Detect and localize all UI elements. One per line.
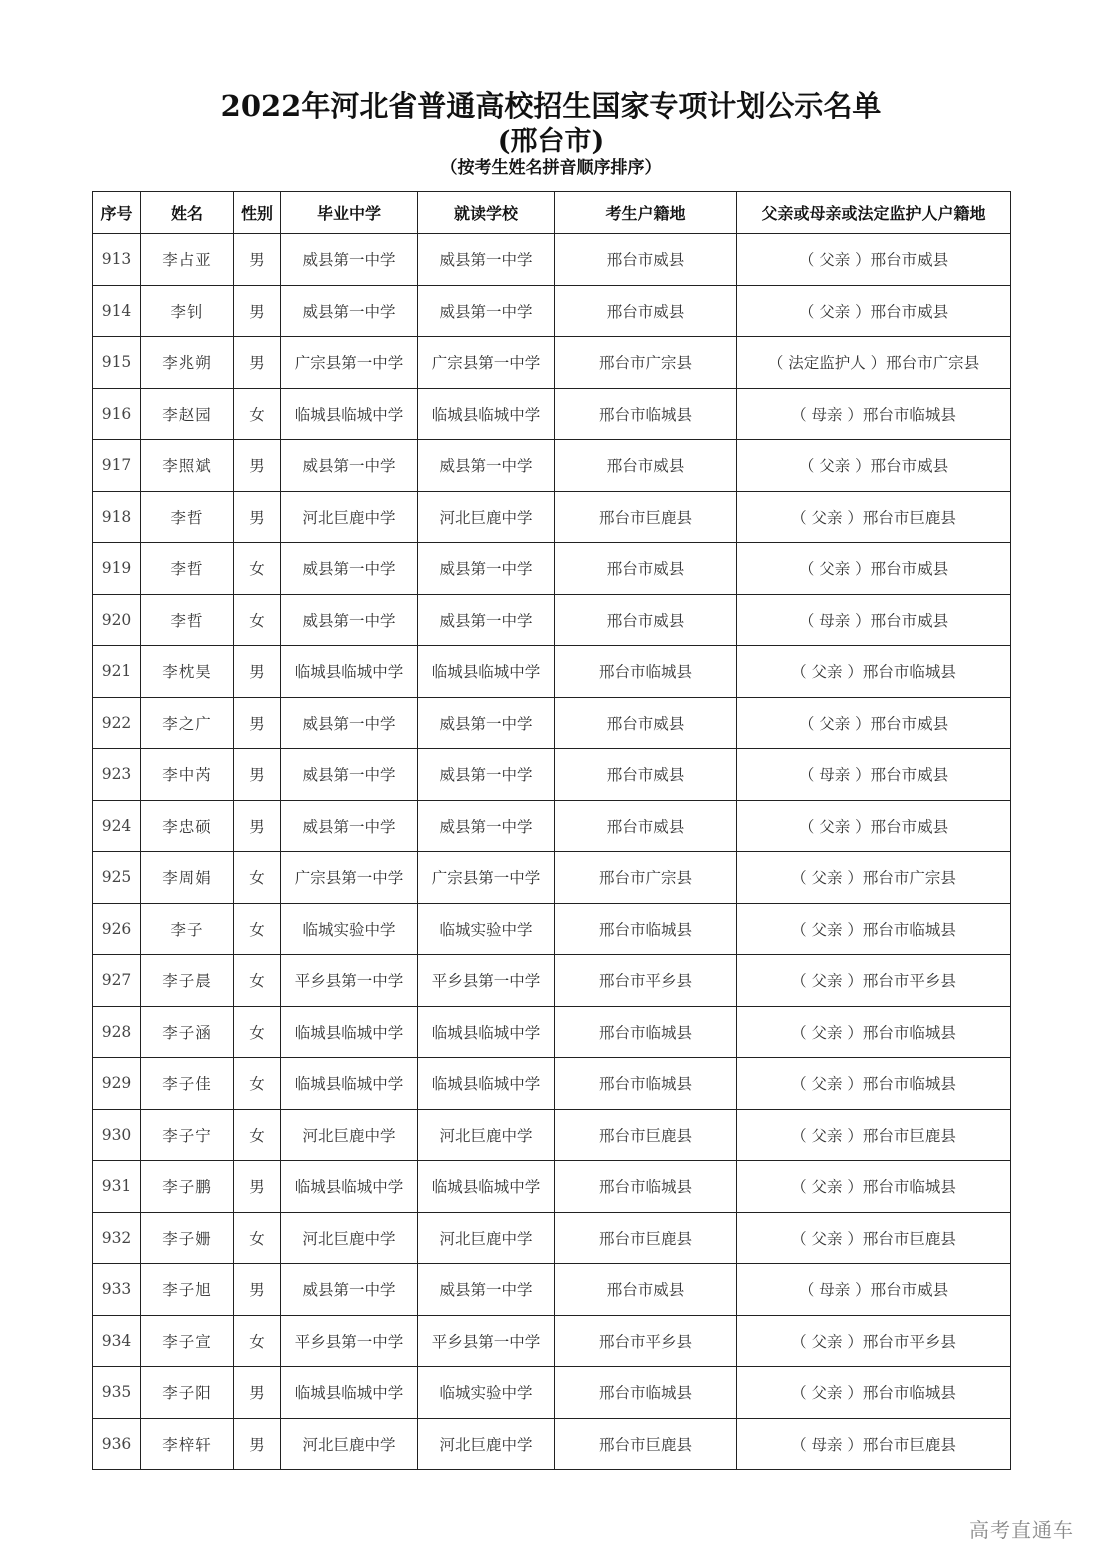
cell-graduated-school: 威县第一中学 — [281, 697, 418, 749]
cell-current-school: 临城县临城中学 — [418, 388, 555, 440]
cell-current-school: 临城实验中学 — [418, 1367, 555, 1419]
cell-guardian-registration: （ 父亲 ）邢台市威县 — [737, 234, 1011, 286]
header-guardian-registration: 父亲或母亲或法定监护人户籍地 — [737, 192, 1011, 234]
roster-table — [92, 191, 1011, 1470]
cell-current-school: 河北巨鹿中学 — [418, 491, 555, 543]
cell-name: 李子宁 — [141, 1109, 234, 1161]
cell-name: 李照斌 — [141, 440, 234, 492]
table-row — [93, 852, 1011, 904]
cell-household-registration: 邢台市平乡县 — [555, 1315, 737, 1367]
cell-household-registration: 邢台市巨鹿县 — [555, 491, 737, 543]
cell-gender: 女 — [234, 1212, 281, 1264]
table-row — [93, 1315, 1011, 1367]
cell-name: 李子宣 — [141, 1315, 234, 1367]
cell-household-registration: 邢台市临城县 — [555, 1161, 737, 1213]
cell-gender: 男 — [234, 234, 281, 286]
cell-name: 李子鹏 — [141, 1161, 234, 1213]
cell-graduated-school: 威县第一中学 — [281, 594, 418, 646]
table-row — [93, 1161, 1011, 1213]
cell-name: 李哲 — [141, 543, 234, 595]
cell-guardian-registration: （ 父亲 ）邢台市巨鹿县 — [737, 1212, 1011, 1264]
header-name: 姓名 — [141, 192, 234, 234]
cell-household-registration: 邢台市威县 — [555, 749, 737, 801]
cell-seq: 913 — [93, 234, 141, 286]
cell-graduated-school: 河北巨鹿中学 — [281, 1212, 418, 1264]
cell-seq: 924 — [93, 800, 141, 852]
cell-guardian-registration: （ 母亲 ）邢台市临城县 — [737, 388, 1011, 440]
cell-current-school: 威县第一中学 — [418, 543, 555, 595]
cell-seq: 932 — [93, 1212, 141, 1264]
cell-current-school: 平乡县第一中学 — [418, 1315, 555, 1367]
cell-gender: 女 — [234, 1058, 281, 1110]
cell-current-school: 河北巨鹿中学 — [418, 1212, 555, 1264]
cell-name: 李子涵 — [141, 1006, 234, 1058]
cell-guardian-registration: （ 母亲 ）邢台市威县 — [737, 594, 1011, 646]
cell-name: 李兆朔 — [141, 337, 234, 389]
cell-graduated-school: 临城县临城中学 — [281, 1058, 418, 1110]
cell-name: 李子姗 — [141, 1212, 234, 1264]
cell-current-school: 临城县临城中学 — [418, 1058, 555, 1110]
cell-name: 李哲 — [141, 594, 234, 646]
cell-graduated-school: 广宗县第一中学 — [281, 852, 418, 904]
watermark: 高考直通车 — [969, 1518, 1074, 1542]
cell-gender: 女 — [234, 1315, 281, 1367]
roster-body — [93, 234, 1011, 1470]
cell-gender: 男 — [234, 1418, 281, 1470]
cell-graduated-school: 临城县临城中学 — [281, 1161, 418, 1213]
cell-guardian-registration: （ 父亲 ）邢台市威县 — [737, 543, 1011, 595]
cell-guardian-registration: （ 父亲 ）邢台市威县 — [737, 440, 1011, 492]
table-row — [93, 800, 1011, 852]
cell-guardian-registration: （ 法定监护人 ）邢台市广宗县 — [737, 337, 1011, 389]
cell-guardian-registration: （ 父亲 ）邢台市临城县 — [737, 1161, 1011, 1213]
cell-guardian-registration: （ 母亲 ）邢台市威县 — [737, 1264, 1011, 1316]
header-current-school: 就读学校 — [418, 192, 555, 234]
cell-household-registration: 邢台市广宗县 — [555, 337, 737, 389]
cell-graduated-school: 威县第一中学 — [281, 749, 418, 801]
cell-household-registration: 邢台市临城县 — [555, 388, 737, 440]
cell-current-school: 威县第一中学 — [418, 800, 555, 852]
cell-current-school: 广宗县第一中学 — [418, 852, 555, 904]
cell-gender: 男 — [234, 1161, 281, 1213]
cell-guardian-registration: （ 父亲 ）邢台市平乡县 — [737, 955, 1011, 1007]
cell-guardian-registration: （ 母亲 ）邢台市威县 — [737, 749, 1011, 801]
cell-seq: 916 — [93, 388, 141, 440]
table-row — [93, 1367, 1011, 1419]
cell-name: 李赵园 — [141, 388, 234, 440]
cell-guardian-registration: （ 父亲 ）邢台市巨鹿县 — [737, 491, 1011, 543]
table-row — [93, 1058, 1011, 1110]
cell-graduated-school: 临城县临城中学 — [281, 1367, 418, 1419]
cell-gender: 女 — [234, 594, 281, 646]
cell-graduated-school: 河北巨鹿中学 — [281, 1109, 418, 1161]
cell-graduated-school: 临城县临城中学 — [281, 646, 418, 698]
cell-gender: 男 — [234, 491, 281, 543]
cell-name: 李钊 — [141, 285, 234, 337]
cell-gender: 女 — [234, 543, 281, 595]
cell-name: 李子晨 — [141, 955, 234, 1007]
table-row — [93, 388, 1011, 440]
cell-current-school: 威县第一中学 — [418, 1264, 555, 1316]
header-graduated-school: 毕业中学 — [281, 192, 418, 234]
cell-gender: 女 — [234, 388, 281, 440]
cell-household-registration: 邢台市威县 — [555, 697, 737, 749]
cell-seq: 930 — [93, 1109, 141, 1161]
cell-household-registration: 邢台市威县 — [555, 234, 737, 286]
table-row — [93, 646, 1011, 698]
cell-name: 李中芮 — [141, 749, 234, 801]
cell-gender: 女 — [234, 852, 281, 904]
cell-household-registration: 邢台市平乡县 — [555, 955, 737, 1007]
cell-gender: 女 — [234, 1006, 281, 1058]
header-seq: 序号 — [93, 192, 141, 234]
cell-graduated-school: 威县第一中学 — [281, 543, 418, 595]
cell-current-school: 威县第一中学 — [418, 749, 555, 801]
cell-guardian-registration: （ 父亲 ）邢台市威县 — [737, 697, 1011, 749]
cell-seq: 922 — [93, 697, 141, 749]
cell-graduated-school: 威县第一中学 — [281, 234, 418, 286]
cell-seq: 914 — [93, 285, 141, 337]
cell-gender: 男 — [234, 337, 281, 389]
cell-graduated-school: 平乡县第一中学 — [281, 955, 418, 1007]
cell-graduated-school: 临城县临城中学 — [281, 1006, 418, 1058]
cell-household-registration: 邢台市临城县 — [555, 1006, 737, 1058]
cell-graduated-school: 广宗县第一中学 — [281, 337, 418, 389]
cell-gender: 男 — [234, 1264, 281, 1316]
table-row — [93, 1264, 1011, 1316]
cell-household-registration: 邢台市临城县 — [555, 1367, 737, 1419]
cell-graduated-school: 河北巨鹿中学 — [281, 491, 418, 543]
cell-guardian-registration: （ 父亲 ）邢台市临城县 — [737, 646, 1011, 698]
table-row — [93, 337, 1011, 389]
cell-seq: 917 — [93, 440, 141, 492]
cell-name: 李子 — [141, 903, 234, 955]
cell-name: 李子阳 — [141, 1367, 234, 1419]
table-row — [93, 543, 1011, 595]
cell-gender: 男 — [234, 646, 281, 698]
cell-household-registration: 邢台市临城县 — [555, 1058, 737, 1110]
table-row — [93, 1212, 1011, 1264]
cell-seq: 918 — [93, 491, 141, 543]
table-row — [93, 491, 1011, 543]
cell-household-registration: 邢台市威县 — [555, 1264, 737, 1316]
cell-household-registration: 邢台市威县 — [555, 800, 737, 852]
cell-household-registration: 邢台市临城县 — [555, 903, 737, 955]
cell-name: 李占亚 — [141, 234, 234, 286]
cell-guardian-registration: （ 母亲 ）邢台市巨鹿县 — [737, 1418, 1011, 1470]
table-row — [93, 440, 1011, 492]
cell-seq: 927 — [93, 955, 141, 1007]
cell-household-registration: 邢台市临城县 — [555, 646, 737, 698]
cell-seq: 919 — [93, 543, 141, 595]
table-row — [93, 1006, 1011, 1058]
cell-guardian-registration: （ 父亲 ）邢台市广宗县 — [737, 852, 1011, 904]
cell-current-school: 河北巨鹿中学 — [418, 1109, 555, 1161]
cell-gender: 男 — [234, 1367, 281, 1419]
cell-graduated-school: 河北巨鹿中学 — [281, 1418, 418, 1470]
header-row — [93, 192, 1011, 234]
cell-seq: 933 — [93, 1264, 141, 1316]
cell-guardian-registration: （ 父亲 ）邢台市威县 — [737, 285, 1011, 337]
cell-name: 李忠硕 — [141, 800, 234, 852]
cell-seq: 935 — [93, 1367, 141, 1419]
cell-guardian-registration: （ 父亲 ）邢台市巨鹿县 — [737, 1109, 1011, 1161]
cell-graduated-school: 威县第一中学 — [281, 440, 418, 492]
cell-graduated-school: 威县第一中学 — [281, 800, 418, 852]
cell-household-registration: 邢台市巨鹿县 — [555, 1212, 737, 1264]
cell-seq: 925 — [93, 852, 141, 904]
cell-current-school: 威县第一中学 — [418, 440, 555, 492]
cell-name: 李子佳 — [141, 1058, 234, 1110]
cell-guardian-registration: （ 父亲 ）邢台市威县 — [737, 800, 1011, 852]
cell-seq: 921 — [93, 646, 141, 698]
table-row — [93, 697, 1011, 749]
cell-current-school: 威县第一中学 — [418, 234, 555, 286]
document-city: (邢台市) — [497, 126, 605, 157]
cell-name: 李枕昊 — [141, 646, 234, 698]
cell-current-school: 河北巨鹿中学 — [418, 1418, 555, 1470]
cell-seq: 926 — [93, 903, 141, 955]
cell-graduated-school: 临城县临城中学 — [281, 388, 418, 440]
cell-gender: 男 — [234, 285, 281, 337]
table-row — [93, 1418, 1011, 1470]
cell-graduated-school: 威县第一中学 — [281, 285, 418, 337]
cell-seq: 920 — [93, 594, 141, 646]
cell-household-registration: 邢台市巨鹿县 — [555, 1418, 737, 1470]
cell-household-registration: 邢台市威县 — [555, 285, 737, 337]
cell-name: 李之广 — [141, 697, 234, 749]
table-row — [93, 749, 1011, 801]
header-gender: 性别 — [234, 192, 281, 234]
cell-gender: 男 — [234, 749, 281, 801]
cell-gender: 男 — [234, 800, 281, 852]
table-row — [93, 903, 1011, 955]
cell-gender: 女 — [234, 955, 281, 1007]
cell-name: 李子旭 — [141, 1264, 234, 1316]
cell-current-school: 临城县临城中学 — [418, 646, 555, 698]
cell-household-registration: 邢台市巨鹿县 — [555, 1109, 737, 1161]
cell-seq: 934 — [93, 1315, 141, 1367]
cell-household-registration: 邢台市威县 — [555, 543, 737, 595]
cell-guardian-registration: （ 父亲 ）邢台市临城县 — [737, 903, 1011, 955]
cell-current-school: 广宗县第一中学 — [418, 337, 555, 389]
cell-seq: 923 — [93, 749, 141, 801]
cell-seq: 931 — [93, 1161, 141, 1213]
cell-current-school: 临城县临城中学 — [418, 1006, 555, 1058]
cell-gender: 女 — [234, 1109, 281, 1161]
table-row — [93, 285, 1011, 337]
table-row — [93, 234, 1011, 286]
cell-seq: 929 — [93, 1058, 141, 1110]
cell-household-registration: 邢台市威县 — [555, 440, 737, 492]
cell-name: 李梓轩 — [141, 1418, 234, 1470]
cell-guardian-registration: （ 父亲 ）邢台市平乡县 — [737, 1315, 1011, 1367]
cell-seq: 936 — [93, 1418, 141, 1470]
cell-graduated-school: 威县第一中学 — [281, 1264, 418, 1316]
cell-household-registration: 邢台市威县 — [555, 594, 737, 646]
cell-seq: 915 — [93, 337, 141, 389]
cell-seq: 928 — [93, 1006, 141, 1058]
table-row — [93, 955, 1011, 1007]
cell-name: 李哲 — [141, 491, 234, 543]
cell-guardian-registration: （ 父亲 ）邢台市临城县 — [737, 1058, 1011, 1110]
cell-graduated-school: 临城实验中学 — [281, 903, 418, 955]
cell-name: 李周娟 — [141, 852, 234, 904]
cell-guardian-registration: （ 父亲 ）邢台市临城县 — [737, 1367, 1011, 1419]
cell-graduated-school: 平乡县第一中学 — [281, 1315, 418, 1367]
cell-guardian-registration: （ 父亲 ）邢台市临城县 — [737, 1006, 1011, 1058]
cell-household-registration: 邢台市广宗县 — [555, 852, 737, 904]
cell-current-school: 平乡县第一中学 — [418, 955, 555, 1007]
cell-current-school: 威县第一中学 — [418, 697, 555, 749]
table-row — [93, 1109, 1011, 1161]
cell-current-school: 威县第一中学 — [418, 594, 555, 646]
cell-gender: 男 — [234, 697, 281, 749]
cell-current-school: 临城县临城中学 — [418, 1161, 555, 1213]
cell-current-school: 威县第一中学 — [418, 285, 555, 337]
document-sort-note: （按考生姓名拼音顺序排序） — [440, 158, 662, 178]
cell-gender: 女 — [234, 903, 281, 955]
document-title: 2022年河北省普通高校招生国家专项计划公示名单 — [220, 89, 882, 123]
cell-gender: 男 — [234, 440, 281, 492]
header-household-registration: 考生户籍地 — [555, 192, 737, 234]
table-row — [93, 594, 1011, 646]
cell-current-school: 临城实验中学 — [418, 903, 555, 955]
